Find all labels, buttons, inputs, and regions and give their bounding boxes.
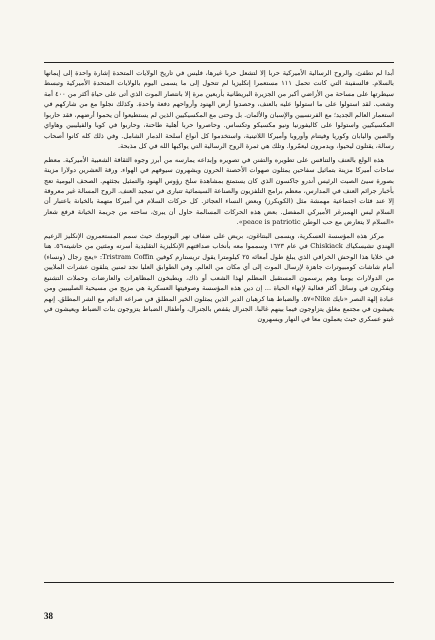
- paragraph-3: مركز هذه المؤسسة العسكرية، ويسمى البنتاغون، بريض على ضفاف نهر اليوتومك حيث سمم المستعمرون الإنكليز الزعيم الهندي تشيسكياك Chiskiack في عام ١٦٢٣ وسمموا معه بأنخاب صداقتهم الإنكليزية التقليدية أسرته ومئتين من حاشيته٥٦. هنا في خلايا هذا الوحش الخرافي الذي يبلغ طول أمعائه ٢٥ كيلومترا يقول تريستارم كوفين Tristram Coffin: «يعج رجال (ونساء) أمام شاشات كومبيوترات جاهزة لإرسال الموت إلى أي مكان من العالم. وفي الطوابق العليا نجد ثمنين يتلقون عشرات الملايين من الدولارات يوميا وهم يرسمون المستقبل المظلم لهذا الشعب أو ذاك، ويطبخون المظاهرات والعارضات وحملات التشنيع ويفكرون في وسائل أكثر فعالية لإنهاء الحياة ... إن دين هذه المؤسسة وصوفيتها العسكرية هي مزيج من مسيحية الصليبيين ومن عبادة إلهة النصر «نايك Nike»٥٧. والضباط هنا كرهبان الدير الذين يمثلون الخير المطلق في صراعه الدائم مع الشر المطلق. إنهم يعيشون في مجتمع مغلق يتزاوجون فيما بينهم غالبا. الجنرال يقفص بالجنرال، وأطفال الضباط يتزوجون بنات الضباط ويعيشون في غيتو عسكري حيث يعملون معا في النهار ويسهرون: [44, 231, 394, 324]
- body-text: [44, 68, 394, 328]
- page-number: 38: [44, 611, 53, 621]
- bottom-rule: [44, 582, 394, 583]
- paragraph-2: هذه الولع بالعنف والتنافس على تطويره والتفنن في تصويره وإبداعه يمارسه من أبرز وجوه الثقافة الشعبية الأميركية. معظم ساحات أميركا مزينة بتماثيل سفاحين يمثلون صهوات الأحصنة الحرون ويشهرون سيوفهم في الهواء. ورقة العشرين دولارا مزينة بصورة سيئ الصيت الرئيس أندرو جاكسون الذي كان يستمتع بمشاهدة سلخ رؤوس الهنود والتمثيل بجثثهم. الصحف اليومية تعج بأخبار جرائم العنف في المدارس، معظم برامج التلفزيون والصناعة السينمائية تتبارى في تمجيد العنف. الروح المسالة غير معروفة إلا عند فئات اجتماعية مهمشة مثل (الكويكرز) وبعض النساء العجائز. كل حركات السلام في أميركا متهمة بالخيانة باعتبار أن السلام ليس الهمبرغر الأميركي المفضل. بعض هذه الحركات المسالمة حاول أن يبرئ، ساحته من جريمة الخيانة فرفع شعار «السلام لا يتعارض مع حب الوطن peace is patriotic».: [44, 155, 394, 227]
- book-page: [44, 0, 394, 640]
- top-rule: [44, 62, 394, 63]
- paragraph-1: أبدا لم تطفئ، والروح الرسالية الأميركية حربا إلا لتشعل حربا غيرها، فليس في تاريخ الولايات المتحدة إشارة واحدة إلى إيمانها بالسلام. فالسفينة التي كانت تحمل ١١١ مستعمرا إنكليزيا لم تتحول إلى ما يسمى اليوم بالولايات المتحدة الأميركية وتبسط سيطرتها على مساحة من الأراضي أكبر من الجزيرة البريطانية بأربعين مرة إلا بانتصار الموت الذي أتى على حياة أكثر من ٤٠٠ أمة وشعب. لقد استولوا على ما استولوا عليه بالعنف، وحصدوا أرض الهنود وأرواحهم دفعة واحدة. وكذلك نجلوا مع من شاركهم في استعمار العالم الجديد؛ مع الفرنسيين والإسبان والألمان. بل وحتى مع المكسيكيين الذين لم يستطيعوا أن يحموا أرضهم، فقد حاربوا المكسيكيين واستولوا على كاليفورنيا ونيو مكسيكو وتكساس. وحاصروا حربا أهلية طاحنة، وحاربوا في كوبا والفيليبين وهاواي والصين واليابان وكوريا وفيتنام وأوروبا وأميركا اللاتينية، واستخدموا كل أنواع أسلحة الدمار الشامل. وفي ذلك كله كانوا أصحاب رسالة، يقتلون ليحيوا، ويدمرون ليعمّروا. وتلك هي ثمرة الروح الرسالية التي يواكبها الله في كل مذبحة.: [44, 69, 395, 151]
